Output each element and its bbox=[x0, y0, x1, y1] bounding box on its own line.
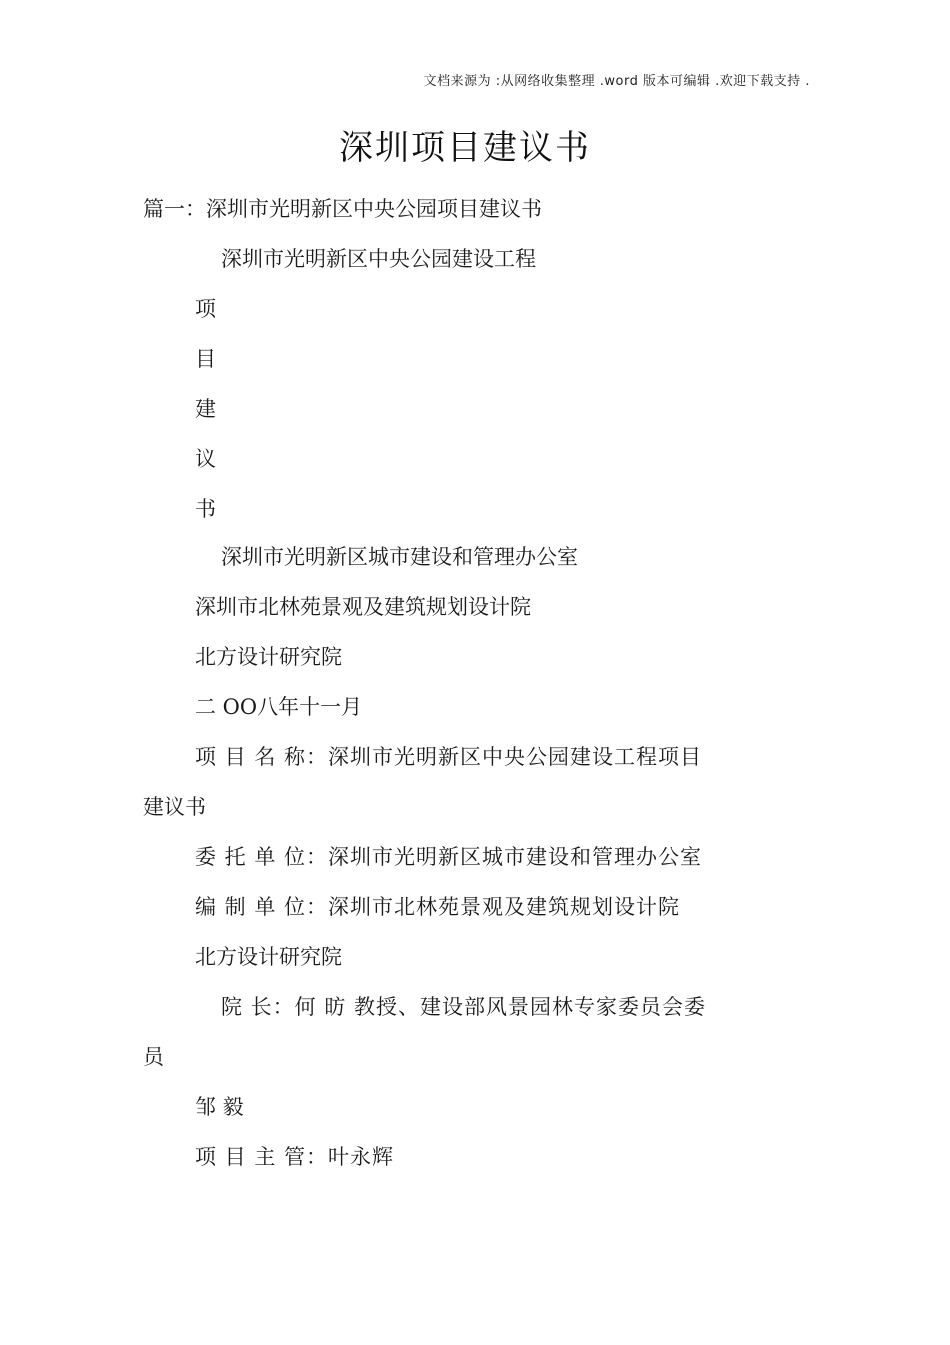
compiler-field-cont: 北方设计研究院 bbox=[195, 945, 342, 969]
section-heading: 篇一：深圳市光明新区中央公园项目建议书 bbox=[143, 197, 542, 221]
vertical-title-char: 项 bbox=[195, 297, 216, 321]
director-field-cont: 员 bbox=[143, 1045, 164, 1069]
source-note: 文档来源为 :从网络收集整理 .word 版本可编辑 .欢迎下载支持 . bbox=[423, 74, 810, 89]
date-line: 二 OO八年十一月 bbox=[195, 695, 363, 719]
project-name-line: 深圳市光明新区中央公园建设工程 bbox=[221, 247, 536, 271]
director-field: 院 长：何 昉 教授、建设部风景园林专家委员会委 bbox=[221, 995, 707, 1019]
research-institute-line: 北方设计研究院 bbox=[195, 645, 342, 669]
project-name-field: 项 目 名 称：深圳市光明新区中央公园建设工程项目 bbox=[195, 745, 703, 769]
compiler-field: 编 制 单 位：深圳市北林苑景观及建筑规划设计院 bbox=[195, 895, 681, 919]
client-org-line: 深圳市光明新区城市建设和管理办公室 bbox=[221, 545, 578, 569]
project-name-field-cont: 建议书 bbox=[143, 795, 206, 819]
design-institute-line: 深圳市北林苑景观及建筑规划设计院 bbox=[195, 595, 531, 619]
project-manager-field: 项 目 主 管：叶永辉 bbox=[195, 1145, 395, 1169]
vertical-title-char: 议 bbox=[195, 447, 216, 471]
vertical-title-char: 建 bbox=[195, 397, 216, 421]
staff-name-line: 邹 毅 bbox=[195, 1095, 244, 1119]
vertical-title-char: 书 bbox=[195, 497, 216, 521]
client-field: 委 托 单 位：深圳市光明新区城市建设和管理办公室 bbox=[195, 845, 703, 869]
vertical-title-char: 目 bbox=[195, 347, 216, 371]
document-title: 深圳项目建议书 bbox=[339, 128, 591, 168]
